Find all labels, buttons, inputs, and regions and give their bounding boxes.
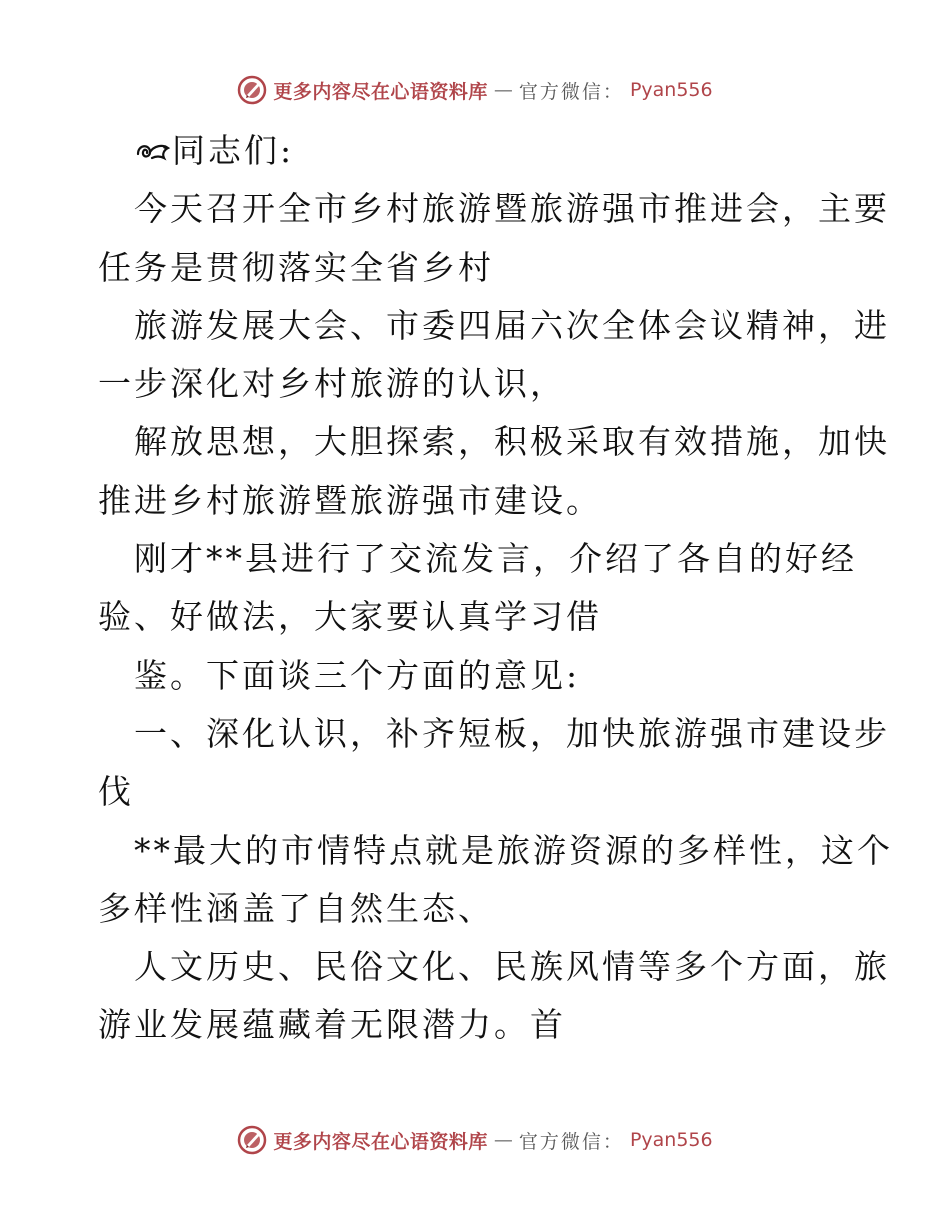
watermark-sub-text: 官方微信： [518, 80, 624, 103]
paragraph-line: 刚才**县进行了交流发言，介绍了各自的好经 [134, 539, 857, 579]
paragraph-line: 人文历史、民俗文化、民族风情等多个方面，旅 [134, 947, 890, 987]
paragraph-line: 旅游发展大会、市委四届六次全体会议精神，进 [134, 305, 890, 345]
watermark-dash: — [493, 1129, 513, 1151]
paragraph-line: 验、好做法，大家要认真学习借 [98, 597, 602, 637]
paragraph-line: 推进乡村旅游暨旅游强市建设。 [98, 480, 602, 520]
watermark-sub-text: 官方微信： [518, 1130, 624, 1153]
document-body [98, 122, 893, 1055]
paragraph-line: 一步深化对乡村旅游的认识， [98, 364, 566, 404]
paragraph-line: 多样性涵盖了自然生态、 [98, 888, 494, 928]
watermark-main-text: 更多内容尽在心语资料库 [273, 1130, 488, 1153]
watermark-id: Pyan556 [629, 79, 713, 101]
section-heading-line: 伐 [98, 772, 134, 812]
section-heading-line: 一、深化认识，补齐短板，加快旅游强市建设步 [134, 713, 890, 753]
watermark-main-text: 更多内容尽在心语资料库 [273, 80, 488, 103]
paragraph-line: 鉴。下面谈三个方面的意见: [134, 655, 581, 695]
paragraph-line: 游业发展蕴藏着无限潜力。首 [98, 1005, 566, 1045]
footer-watermark [0, 1120, 950, 1160]
paragraph-line: 解放思想，大胆探索，积极采取有效措施，加快 [134, 422, 890, 462]
watermark-dash: — [493, 79, 513, 101]
paragraph-line: **最大的市情特点就是旅游资源的多样性，这个 [134, 830, 893, 870]
header-watermark [0, 70, 950, 110]
paragraph-line: 今天召开全市乡村旅游暨旅游强市推进会，主要 [134, 189, 890, 229]
greeting-text: 同志们: [172, 131, 295, 170]
paragraph-line: 任务是贯彻落实全省乡村 [98, 247, 494, 287]
swirl-ornament-icon [134, 136, 172, 166]
pen-logo-icon [237, 1125, 267, 1155]
greeting-line [98, 122, 858, 180]
pen-logo-icon [237, 75, 267, 105]
watermark-id: Pyan556 [629, 1129, 713, 1151]
